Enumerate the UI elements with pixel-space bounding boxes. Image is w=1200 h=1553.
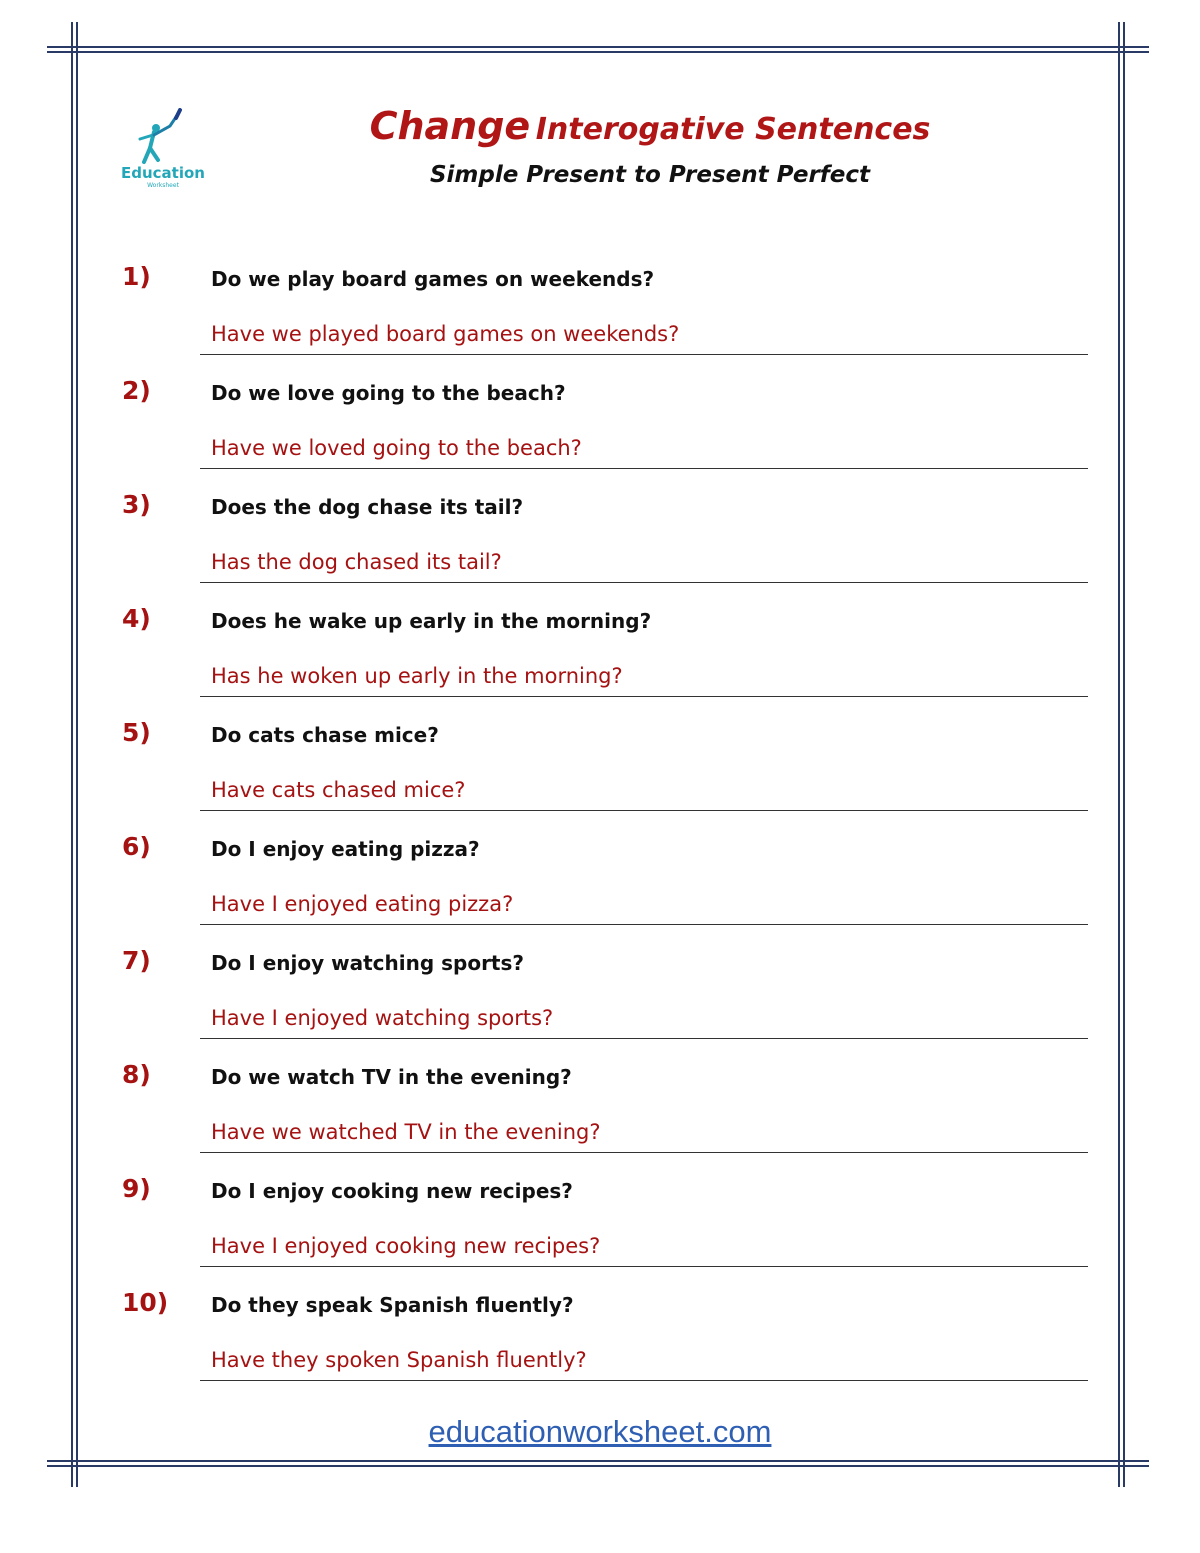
item-question: Does the dog chase its tail? bbox=[211, 495, 524, 519]
item-number: 4) bbox=[122, 604, 151, 633]
item-answer: Has the dog chased its tail? bbox=[211, 550, 502, 574]
answer-line bbox=[200, 582, 1088, 583]
exercise-item bbox=[0, 600, 1200, 714]
item-number: 1) bbox=[122, 262, 151, 291]
page-subtitle: Simple Present to Present Perfect bbox=[429, 162, 871, 188]
item-question: Do I enjoy watching sports? bbox=[211, 951, 524, 975]
answer-line bbox=[200, 696, 1088, 697]
answer-line bbox=[200, 1038, 1088, 1039]
title-word-change: Change bbox=[369, 104, 531, 148]
item-answer: Have I enjoyed eating pizza? bbox=[211, 892, 514, 916]
exercise-item bbox=[0, 828, 1200, 942]
answer-line bbox=[200, 1380, 1088, 1381]
answer-line bbox=[200, 354, 1088, 355]
item-question: Do we watch TV in the evening? bbox=[211, 1065, 572, 1089]
item-number: 10) bbox=[122, 1288, 169, 1317]
item-question: Do I enjoy eating pizza? bbox=[211, 837, 480, 861]
item-number: 3) bbox=[122, 490, 151, 519]
answer-line bbox=[200, 1266, 1088, 1267]
exercise-item bbox=[0, 486, 1200, 600]
border-bottom-inner bbox=[47, 1460, 1149, 1462]
item-question: Does he wake up early in the morning? bbox=[211, 609, 652, 633]
answer-line bbox=[200, 924, 1088, 925]
item-question: Do cats chase mice? bbox=[211, 723, 439, 747]
exercise-item bbox=[0, 372, 1200, 486]
answer-line bbox=[200, 468, 1088, 469]
exercise-item bbox=[0, 258, 1200, 372]
item-answer: Have they spoken Spanish fluently? bbox=[211, 1348, 587, 1372]
exercise-item bbox=[0, 1056, 1200, 1170]
border-top-outer bbox=[47, 46, 1149, 48]
website-link[interactable]: educationworksheet.com bbox=[428, 1414, 772, 1449]
item-question: Do we love going to the beach? bbox=[211, 381, 566, 405]
item-question: Do we play board games on weekends? bbox=[211, 267, 655, 291]
answer-line bbox=[200, 810, 1088, 811]
item-question: Do I enjoy cooking new recipes? bbox=[211, 1179, 573, 1203]
exercise-item bbox=[0, 1170, 1200, 1284]
item-answer: Have cats chased mice? bbox=[211, 778, 466, 802]
logo-title: Education bbox=[121, 164, 205, 182]
item-answer: Have I enjoyed watching sports? bbox=[211, 1006, 554, 1030]
exercise-item bbox=[0, 1284, 1200, 1398]
item-number: 9) bbox=[122, 1174, 151, 1203]
item-answer: Have I enjoyed cooking new recipes? bbox=[211, 1234, 601, 1258]
exercise-item bbox=[0, 942, 1200, 1056]
title-rest: Interogative Sentences bbox=[535, 112, 931, 147]
item-number: 7) bbox=[122, 946, 151, 975]
figure-icon bbox=[118, 108, 208, 168]
footer bbox=[0, 1414, 1200, 1450]
answer-line bbox=[200, 1152, 1088, 1153]
item-answer: Have we loved going to the beach? bbox=[211, 436, 582, 460]
item-answer: Has he woken up early in the morning? bbox=[211, 664, 623, 688]
item-question: Do they speak Spanish fluently? bbox=[211, 1293, 574, 1317]
item-number: 8) bbox=[122, 1060, 151, 1089]
border-bottom-outer bbox=[47, 1465, 1149, 1467]
item-number: 5) bbox=[122, 718, 151, 747]
item-answer: Have we watched TV in the evening? bbox=[211, 1120, 601, 1144]
border-top-inner bbox=[47, 51, 1149, 53]
item-number: 2) bbox=[122, 376, 151, 405]
page-title bbox=[340, 104, 960, 148]
item-number: 6) bbox=[122, 832, 151, 861]
logo-subtitle: Worksheet bbox=[147, 182, 179, 189]
item-answer: Have we played board games on weekends? bbox=[211, 322, 680, 346]
exercise-item bbox=[0, 714, 1200, 828]
education-logo bbox=[118, 108, 208, 198]
